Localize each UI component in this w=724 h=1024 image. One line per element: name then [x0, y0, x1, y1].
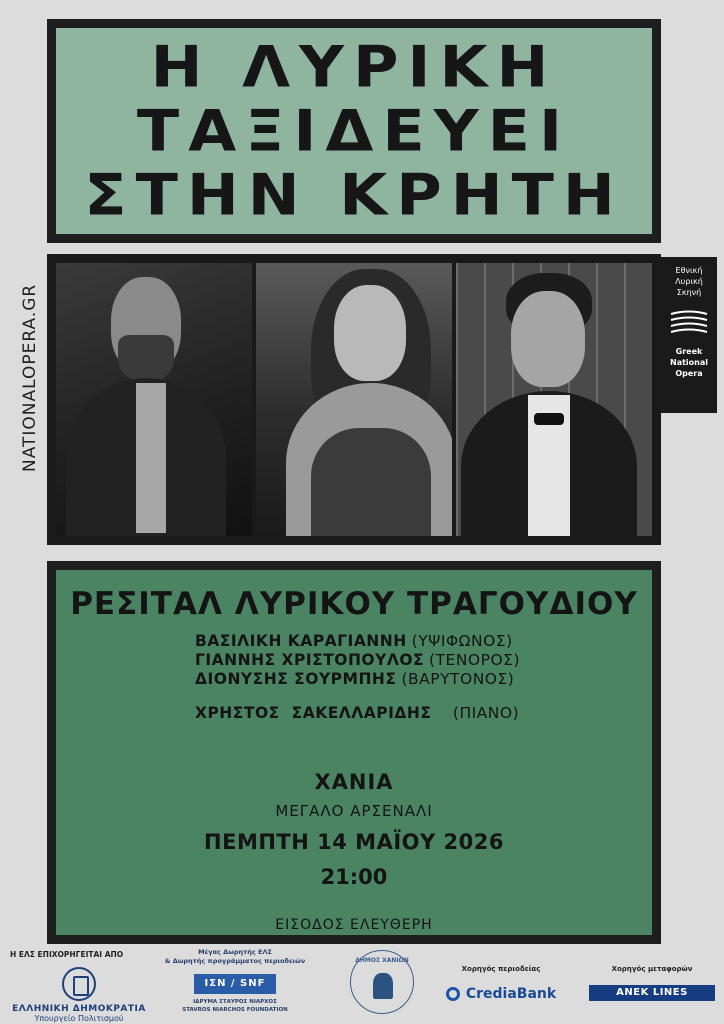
website-link[interactable]: NATIONALOPERA.GR [20, 283, 40, 472]
snf-badge: ΙΣΝ / SNF [194, 974, 276, 994]
artist-photo-strip [47, 254, 661, 545]
title-panel [56, 28, 652, 234]
event-venue: ΜΕΓΑΛΟ ΑΡΣΕΝΑΛΙ [275, 802, 433, 820]
event-date: ΠΕΜΠΤΗ 14 ΜΑΪΟΥ 2026 [204, 830, 504, 854]
free-entry-note: ΕΙΣΟΔΟΣ ΕΛΕΥΘΕΡΗ [275, 917, 433, 933]
logo-english-line-3: Opera [675, 369, 703, 378]
cast-name: ΔΙΟΝΥΣΗΣ ΣΟΥΡΜΠΗΣ [195, 670, 397, 688]
snf-foot-2: STAVROS NIARCHOS FOUNDATION [182, 1007, 288, 1013]
snf-caption-2: & Δωρητής προγράμματος περιοδειών [164, 957, 306, 965]
crediabank-name: CrediaBank [465, 986, 557, 1002]
event-info-panel [47, 561, 661, 944]
pianist-name: ΧΡΗΣΤΟΣ ΣΑΚΕΛΛΑΡΙΔΗΣ [195, 704, 432, 722]
snf-logo [160, 948, 310, 1014]
cast-role: (ΒΑΡΥΤΟΝΟΣ) [401, 670, 515, 688]
ministry-line-2: Υπουργείο Πολιτισμού [34, 1014, 124, 1023]
municipality-label: ΔΗΜΟΣ ΧΑΝΙΩΝ [355, 957, 409, 964]
cast-item [195, 632, 520, 651]
logo-greek-line-3: Σκηνή [676, 288, 702, 297]
artist-photo-tenor [456, 263, 652, 536]
recital-title: ΡΕΣΙΤΑΛ ΛΥΡΙΚΟΥ ΤΡΑΓΟΥΔΙΟΥ [70, 586, 638, 622]
greek-emblem-icon [62, 967, 96, 1001]
event-time: 21:00 [320, 865, 388, 889]
snf-foot-1: ΙΔΡΥΜΑ ΣΤΑΥΡΟΣ ΝΙΑΡΧΟΣ [193, 999, 277, 1005]
ministry-of-culture-logo [10, 950, 148, 1023]
crediabank-mark-icon [446, 987, 460, 1001]
title-line-1: Η ΛΥΡΙΚΗ [150, 32, 558, 101]
pianist-role: (ΠΙΑΝΟ) [452, 704, 520, 722]
snf-caption-1: Μέγας Δωρητής ΕΛΣ [198, 948, 272, 956]
cast-name: ΒΑΣΙΛΙΚΗ ΚΑΡΑΓΙΑΝΝΗ [195, 632, 407, 650]
title-line-2: ΤΑΞΙΔΕΥΕΙ [136, 96, 572, 165]
title-banner [47, 19, 661, 243]
anek-lines-logo [589, 965, 715, 1001]
logo-english-line-1: Greek [675, 347, 703, 356]
logo-greek-line-2: Λυρική [675, 277, 703, 286]
artist-photo-baritone [56, 263, 252, 536]
cast-item [195, 651, 520, 670]
municipality-of-chania-logo [343, 950, 421, 1016]
event-city: ΧΑΝΙΑ [314, 770, 394, 794]
waves-icon [669, 308, 709, 334]
cast-role: (ΥΨΙΦΩΝΟΣ) [411, 632, 513, 650]
pianist [195, 704, 519, 722]
seal-figure-icon [373, 973, 393, 999]
funded-by-caption: Η ΕΛΣ ΕΠΙΧΟΡΗΓΕΙΤΑΙ ΑΠΟ [10, 950, 124, 959]
cast-item [195, 670, 520, 689]
cast-name: ΓΙΑΝΝΗΣ ΧΡΙΣΤΟΠΟΥΛΟΣ [195, 651, 425, 669]
transport-sponsor-caption: Χορηγός μεταφορών [611, 965, 693, 973]
anek-lines-name: ANEK LINES [589, 985, 715, 1001]
crediabank-logo [441, 965, 561, 1002]
municipality-seal-icon [350, 950, 414, 1014]
cast-list [195, 632, 520, 689]
artist-photo-soprano [256, 263, 452, 536]
logo-english-line-2: National [670, 358, 708, 367]
title-line-3: ΣΤΗΝ ΚΡΗΤΗ [84, 160, 624, 229]
tour-sponsor-caption: Χορηγός περιοδείας [461, 965, 541, 973]
event-info-inner [56, 570, 652, 935]
logo-greek-line-1: Εθνική [675, 266, 703, 275]
cast-role: (ΤΕΝΟΡΟΣ) [429, 651, 521, 669]
ministry-line-1: ΕΛΛΗΝΙΚΗ ΔΗΜΟΚΡΑΤΙΑ [12, 1004, 146, 1014]
greek-national-opera-logo [661, 257, 717, 413]
